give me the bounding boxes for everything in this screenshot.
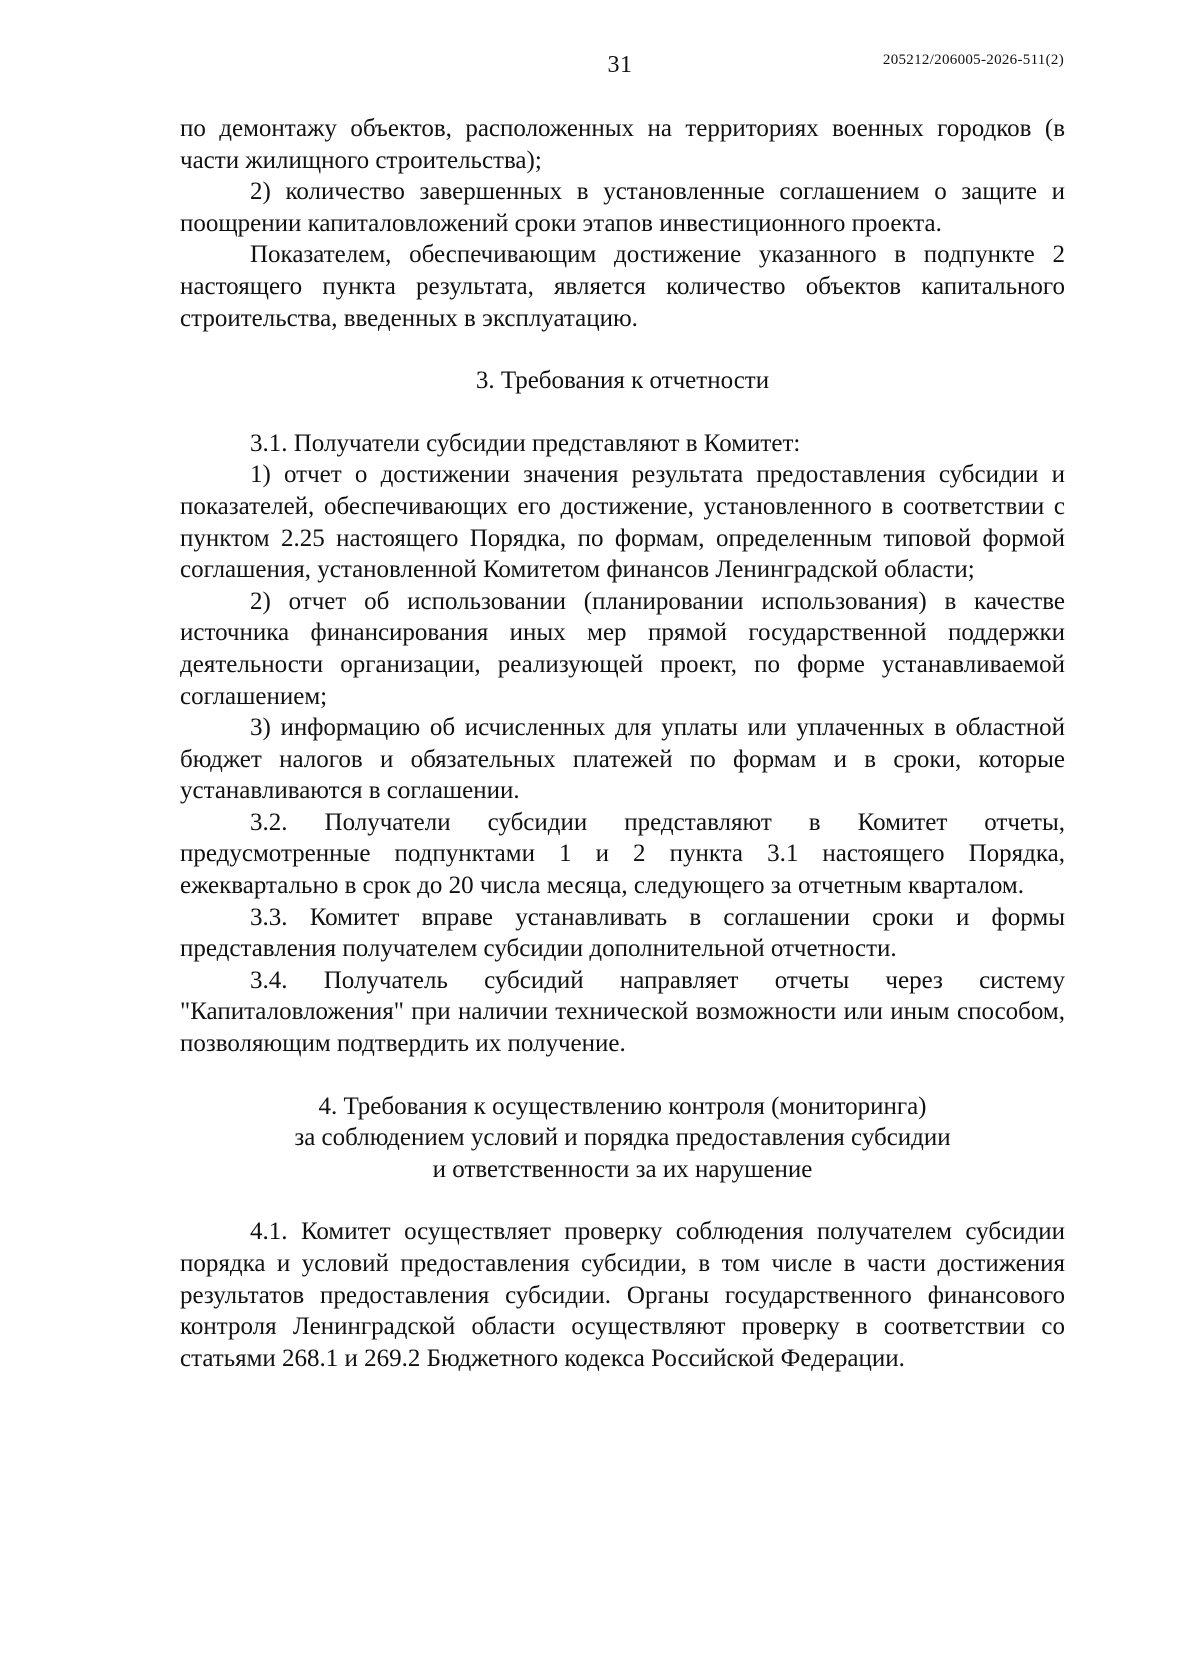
section-gap bbox=[180, 1185, 1065, 1216]
section-4-heading-line-2: за соблюдением условий и порядка предоставления субсидии bbox=[294, 1124, 951, 1152]
page-number: 31 bbox=[607, 52, 633, 78]
document-code: 205212/206005-2026-511(2) bbox=[882, 52, 1064, 68]
section-gap bbox=[180, 334, 1065, 365]
paragraph-3-1: 3.1. Получатели субсидии представляют в Комитет: bbox=[250, 429, 801, 457]
section-3-heading: 3. Требования к отчетности bbox=[475, 367, 770, 395]
paragraph-continuation: по демонтажу объектов, расположенных на территориях военных городков (в части жилищного строительства); bbox=[180, 115, 1065, 174]
paragraph-3-1-item-1: 1) отчет о достижении значения результата предоставления субсидии и показателей, обеспечивающих его достижение, установленного в соответствии с пунктом 2.25 настоящего Порядка, по формам, определенным типовой формой соглашения, установленной Комитетом финансов Ленинградской области; bbox=[180, 461, 1065, 584]
paragraph-3-4: 3.4. Получатель субсидий направляет отчеты через систему "Капиталовложения" при наличии технической возможности или иным способом, позволяющим подтвердить их получение. bbox=[180, 966, 1065, 1058]
paragraph-4-1: 4.1. Комитет осуществляет проверку соблюдения получателем субсидии порядка и условий предоставления субсидии, в том числе в части достижения результатов предоставления субсидии. Органы государственного финансового контроля Ленинградской области осуществляют проверку в соответствии со статьями 268.1 и 269.2 Бюджетного кодекса Российской Федерации. bbox=[180, 1218, 1065, 1372]
paragraph-3-3: 3.3. Комитет вправе устанавливать в соглашении сроки и формы представления получателем субсидии дополнительной отчетности. bbox=[180, 903, 1065, 963]
paragraph-3-1-item-3: 3) информацию об исчисленных для уплаты или уплаченных в областной бюджет налогов и обязательных платежей по формам и в сроки, которые устанавливаются в соглашении. bbox=[180, 714, 1065, 805]
section-gap bbox=[180, 397, 1065, 428]
paragraph-3-2: 3.2. Получатели субсидии представляют в Комитет отчеты, предусмотренные подпунктами 1 и 2 пункта 3.1 настоящего Порядка, ежеквартально в срок до 20 числа месяца, следующего за отчетным кварталом. bbox=[180, 808, 1065, 900]
paragraph-3-1-item-2: 2) отчет об использовании (планировании использования) в качестве источника финансирования иных мер прямой государственной поддержки деятельности организации, реализующей проект, по форме устанавливаемой соглашением; bbox=[180, 587, 1065, 710]
paragraph-item-2: 2) количество завершенных в установленные соглашением о защите и поощрении капиталовложений сроки этапов инвестиционного проекта. bbox=[180, 178, 1065, 237]
document-body bbox=[180, 113, 1065, 1374]
section-gap bbox=[180, 1060, 1065, 1091]
section-4-heading-line-1: 4. Требования к осуществлению контроля (мониторинга) bbox=[318, 1092, 927, 1120]
paragraph-indicator: Показателем, обеспечивающим достижение указанного в подпункте 2 настоящего пункта результата, является количество объектов капитального строительства, введенных в эксплуатацию. bbox=[180, 241, 1065, 332]
section-4-heading-line-3: и ответственности за их нарушение bbox=[432, 1155, 813, 1183]
